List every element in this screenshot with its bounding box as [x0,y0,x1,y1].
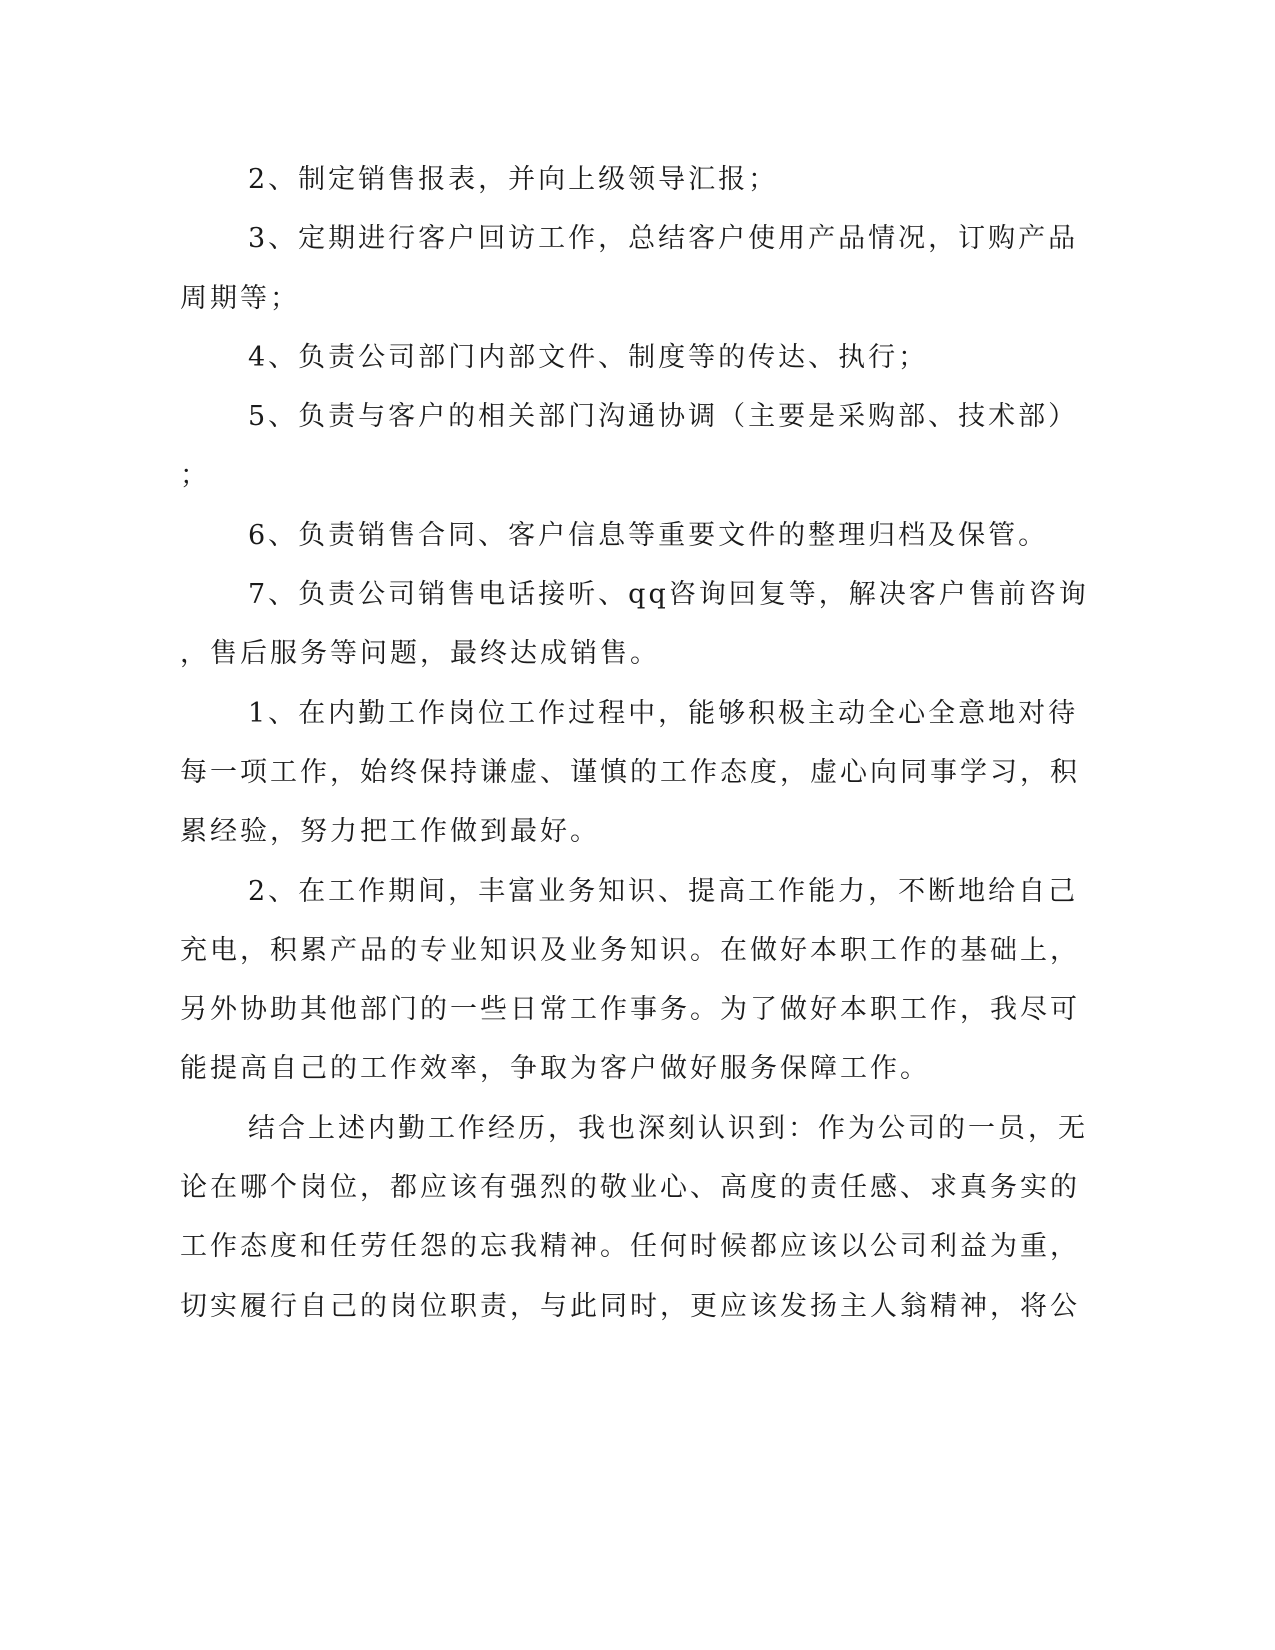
text-line: 累经验，努力把工作做到最好。 [180,816,600,848]
text-line: 4、负责公司部门内部文件、制度等的传达、执行； [248,341,929,373]
text-line: 另外协助其他部门的一些日常工作事务。为了做好本职工作，我尽可 [180,994,1080,1026]
text-line: ； [180,460,210,492]
text-line: 7、负责公司销售电话接听、qq咨询回复等，解决客户售前咨询 [248,579,1089,611]
text-line: 2、在工作期间，丰富业务知识、提高工作能力，不断地给自己 [248,875,1079,907]
text-line: 能提高自己的工作效率，争取为客户做好服务保障工作。 [180,1053,930,1085]
text-line: ，售后服务等问题，最终达成销售。 [180,638,660,670]
text-line: 论在哪个岗位，都应该有强烈的敬业心、高度的责任感、求真务实的 [180,1172,1080,1204]
text-line: 每一项工作，始终保持谦虚、谨慎的工作态度，虚心向同事学习，积 [180,756,1080,788]
text-line: 6、负责销售合同、客户信息等重要文件的整理归档及保管。 [248,519,1049,551]
text-line: 5、负责与客户的相关部门沟通协调（主要是采购部、技术部） [248,401,1079,433]
text-line: 1、在内勤工作岗位工作过程中，能够积极主动全心全意地对待 [248,697,1079,729]
text-line: 充电，积累产品的专业知识及业务知识。在做好本职工作的基础上， [180,934,1080,966]
text-line: 周期等； [180,282,300,314]
text-line: 结合上述内勤工作经历，我也深刻认识到：作为公司的一员，无 [248,1112,1088,1144]
document-body [180,150,1089,1336]
text-line: 3、定期进行客户回访工作，总结客户使用产品情况，订购产品 [248,223,1079,255]
text-line: 2、制定销售报表，并向上级领导汇报； [248,164,779,195]
text-line: 工作态度和任劳任怨的忘我精神。任何时候都应该以公司利益为重， [180,1231,1080,1263]
text-line: 切实履行自己的岗位职责，与此同时，更应该发扬主人翁精神，将公 [180,1290,1080,1322]
